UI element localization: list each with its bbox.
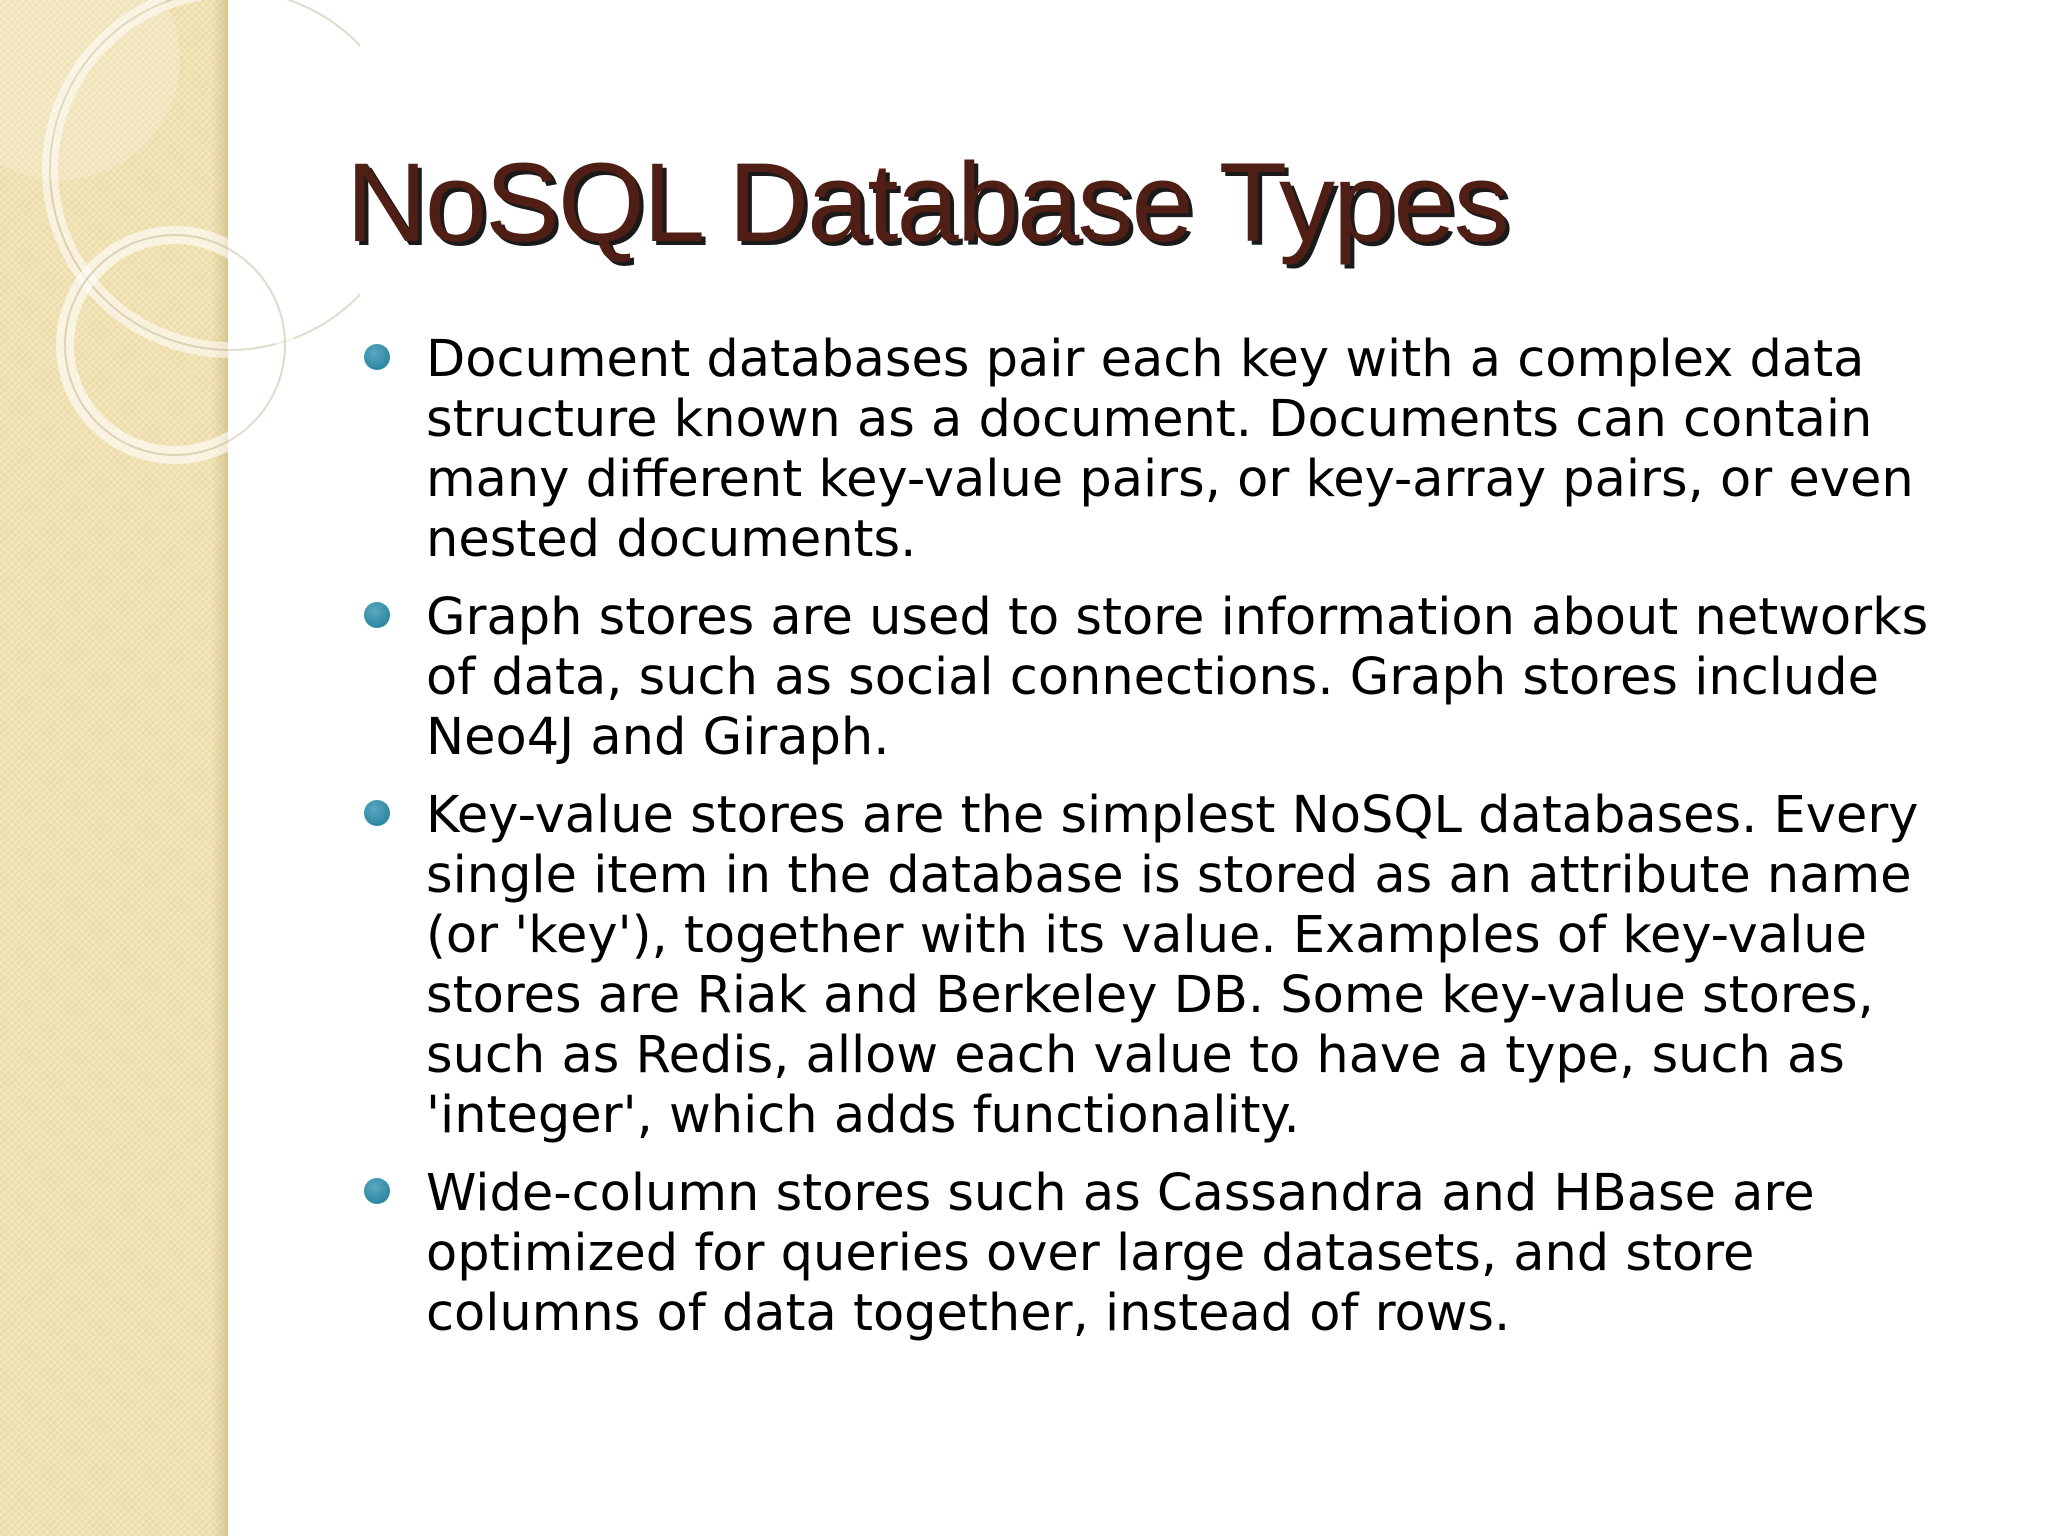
bullet-text: Graph stores are used to store information about networks of data, such as social connections. Graph stores include Neo4J and Giraph. xyxy=(426,588,1929,767)
bullet-dot-icon xyxy=(364,344,390,370)
bullet-dot-icon xyxy=(364,602,390,628)
decorative-rings xyxy=(0,0,360,520)
bullet-dot-icon xyxy=(364,800,390,826)
bullet-dot-icon xyxy=(364,1178,390,1204)
bullet-item-key-value-stores xyxy=(360,786,1980,1146)
bullet-list xyxy=(360,330,1980,1362)
bullet-item-graph-stores xyxy=(360,588,1980,768)
slide-title: NoSQL Database Types xyxy=(346,140,1508,265)
bullet-item-document-databases xyxy=(360,330,1980,570)
bullet-text: Document databases pair each key with a complex data structure known as a document. Documents can contain many different key-value pairs, or key-array pairs, or even nested documents. xyxy=(426,330,1914,569)
bullet-item-wide-column-stores xyxy=(360,1164,1980,1344)
bullet-text: Key-value stores are the simplest NoSQL databases. Every single item in the database is stored as an attribute name (or 'key'), together with its value. Examples of key-value stores are Riak and Berkeley DB. Some key-value stores, such as Redis, allow each value to have a type, such as 'integer', which adds functionality. xyxy=(426,786,1919,1145)
bullet-text: Wide-column stores such as Cassandra and HBase are optimized for queries over large datasets, and store columns of data together, instead of rows. xyxy=(426,1164,1815,1343)
soft-disc xyxy=(0,0,180,180)
